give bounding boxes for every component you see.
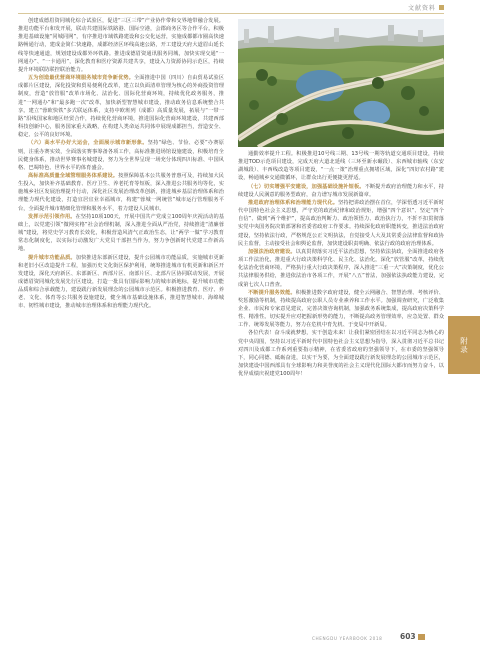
paragraph (238, 183, 444, 199)
paragraph-lead: 加强法治政府建设。 (248, 248, 296, 255)
paragraph (18, 139, 224, 172)
park-photo (238, 19, 444, 147)
right-column (238, 17, 444, 378)
paragraph: 创建成德眉资同城化综合试验区，促进“三区三带”产业协作带和交界地带融合发展。推进功能平台和发开展，联动共建国际铁路港、国际空港，会郡商务区等合作平台。积极推进基础设施“同城同网”，有序推进市域铁路建设和公交化运营，实施成都都市圈高快速路畅通行动，建成金简仁快速路，成都经济区环线高速公路，开工建设天府大道眉山延长线等快速通道，规划建设成都外环铁路。推进成德眉资通讯服务同城，加快实现交通“一网通办”、“一卡通用”，深化教育和医疗资源共建共享，建设入力资源协同示范区，持续提升环境联防联控联治能力。 (18, 18, 224, 73)
paragraph (18, 172, 224, 213)
paragraph-body: 以真贯彻落实习近平法治思想，坚持依法执政，全面推进政府各项工作法治化，推进重大行政决策科学化、民主化、法治化，深化“放管服”改革，持续优化法治化营商环境，严格执行重大行政决策程序，深入推进“三重一大”决策制度，优化公共法律服务供给，推进依法治市各项工作，开展“八五”普法，加强依法执政能力建设，完成第七次人口普查。 (238, 248, 445, 288)
park-aerial-image (238, 19, 444, 147)
header-divider (18, 13, 444, 14)
paragraph-body: 坚持把讲政治摆在首位，学深悟透习近平新时代中国特色社会主义思想，严守党的政治纪律和政治规矩，增强“四个意识”、坚定“四个自信”、做到“两个维护”，提高政治判断力、政治领悟力、政治执行力，不折不扣贯彻落实党中央国务院决策部署和省委省政府工作要求。持续深化政府职能转变，推进法治政府建设，坚持依法行政，严格规范公正文明执法，自觉接受人大及其常委会法律监督和政协民主监督，主动接受社会和舆论监督，加快建设职责明确、依法行政的政府治理体系。 (238, 199, 444, 247)
paragraph (18, 254, 224, 311)
appendix-tab[interactable]: 附录 (448, 316, 480, 374)
paragraph (18, 74, 224, 139)
paragraph-lead: 不断提升服务效能。 (248, 289, 296, 296)
paragraph: 通勤效率提升工程。积极推进10号线三期、13号线一期等轨道交通项目建设，持续推进TOD示范项目建设，完成天府大道北延线（三环至新水碾段）、东西城市轴线（东安湖城段）、丰西线改造等项目建设，“一点一策”治理重点拥堵区域，深化“四好农村路”建设，畅通城乡交通微循环，让群众出行更便捷更舒适。 (238, 151, 444, 182)
footer-marker-icon (418, 634, 425, 640)
paragraph-body: 加快推进东部新区建设，提升公园城市功能品质，实施城市更新和老旧小区改造提升工程，加强历史文化街区保护利用，统筹推进城市有机更新和新区开发建设，深化天府新区、东部新区、西部片区、南部片区、北部片区协同联动发展，开展成德眉资同城化发展先行区建设，打造一批具有国际影响力的城市新地标，提升城市功能品质和综合承载能力，建设践行新发展理念的公园城市示范区。积极推进教育、医疗、养老、文化、体育等公共服务设施建设，健全城市基础设施体系，推进智慧城市、海绵城市、韧性城市建设，推动城市治理体系和治理能力现代化。 (18, 254, 225, 310)
paragraph (238, 248, 444, 289)
paragraph-body: 坚持“绿色、节俭、必要”办赛原则，注重办赛实效，全面落实赛事筹备各项工作，高标准推进场馆设施建设，积极培育全民健身体系，推动世界赛事名城建设，努力为全世界呈现一场充分体现四川标准、中国风格、巴蜀特色、世界水平的体育盛会。 (18, 140, 225, 171)
paragraph-lead: 推进政府治理体系和治理能力现代化。 (248, 199, 339, 206)
left-column (18, 17, 224, 311)
paragraph-lead: 高标准高质量全域管理服务体系建设。 (28, 172, 119, 179)
paragraph (238, 289, 444, 330)
paragraph (18, 213, 224, 254)
footer-book-name: CHENGDU YEARBOOK 2018 (312, 636, 383, 641)
paragraph (238, 199, 444, 248)
paragraph-lead: （七）切实增强平安建设，加强基础设施补短板。 (248, 183, 365, 190)
page-number: 603 (400, 632, 416, 641)
paragraph-body: 积极推进数字政府建设，健全云网融合、智慧治理、考核评价、奖惩激励等机制，持续提高政府公职人员专业素养和工作水平。加强调查研究，广泛收集企业、市民和专家意见建议，完善决策咨询机制，加强政务系统集成，提高政府决策科学性、精准性。切实提升应对把握新形势的能力，不断提高政务管理效率，应急处置、群众工作、统筹发展等能力，努力在危机中育先机、于变局中开新局。 (238, 289, 445, 329)
paragraph: 各位代表！奋斗成就梦想，实干创造未来！让我们紧密团结在以习近平同志为核心的党中央周围，坚持以习近平新时代中国特色社会主义思想为指导，深入贯彻习近平总书记对四川及成都工作系列重要指示精神，在省委省政府的坚强领导下，在市委的坚强领导下，同心同德、砥砺奋进，以实干为要，为全面建设践行新发展理念的公园城市示范区，加快建设中国西部具有全球影响力和美誉度的社会主义现代化国际大都市而努力奋斗，以优异成绩庆祝建党100周年！ (238, 330, 444, 378)
header-marker-icon (439, 5, 444, 10)
paragraph-lead: （六）高水平办好大运会，全面展示城市新形象。 (28, 140, 148, 147)
paragraph-body: 全面推进中国（四川）自由贸易试验区成都片区建设，深化投资和贸易便利化改革，建立以负面清单管理为核心的外商投资管理制度，营造“放管服”改革市场化、法治化、国际化营商环境，持续优化政务服务，推进“一网通办”和“最多跑一次”改革，加快新型智慧城市建设，推动政务信息系统整合共享。建立“蓉欧快铁”多式联运体系，支持中欧班列（成都）高质量发展，拓展与“一带一路”沿线国家和地区经贸合作，持续优化营商环境，推进国际化营商环境建设，共建西部科技创新中心，服务国家重大战略，在构建人类命运共同体中展现成都担当，营造安全、稳定、公平的良好环境。 (18, 75, 224, 139)
paragraph-lead: 五为创造最优营商环境服务城市竞争新优势。 (28, 75, 134, 82)
paragraph-lead: 发挥示范引领作用。 (28, 213, 76, 220)
section-title: 文献资料 (407, 5, 436, 12)
paragraph-body: 不断提升政府治理能力和水平，持续建设人民满意的服务型政府，奋力谱写城市发展新篇章。 (238, 183, 444, 198)
paragraph-body: 按照保障基本公共服务普惠可及，持续加大民生投入，加快补齐基础教育、医疗卫生、养老托育等短板，深入推进公共服务均等化，实施城乡社区发展治理提升行动，深化社区发展治理改革创新，推进城乡基层治理体系和治理能力现代化建设，打造宜居宜业幸福城市，构建“蓉城一网统管”城市运行管理服务平台，全面提升城市精细化管理和服务水平，着力建设人民城市。 (18, 172, 224, 212)
paragraph-body: 在坚持10项100天，开展中国共产党成立100周年庆祝活动的基础上，以党建引领“微网实格”社会治理机制，深入推进全面从严治党，持续推进“清廉蓉城”建设，将党史学习教育长效化，积极营造风清气正政治生态，让“两学一做”学习教育常态化制度化，以实际行动激发广大党员干部担当作为，努力争创新时代党建工作新高地。 (18, 213, 224, 253)
paragraph-lead: 提升城市功能品质。 (28, 254, 76, 261)
